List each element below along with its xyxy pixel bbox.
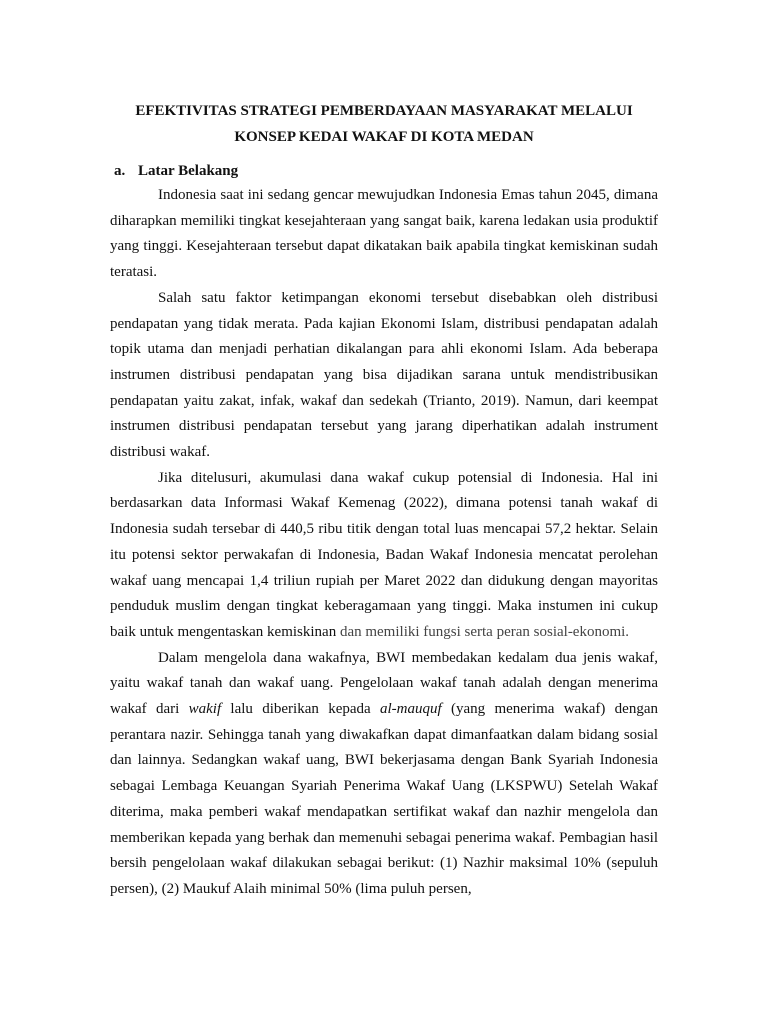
paragraph-3-main: Jika ditelusuri, akumulasi dana wakaf cukup potensial di Indonesia. Hal ini berdasarkan data Informasi Wakaf Kemenag (2022), dimana potensi tanah wakaf di Indonesia sudah tersebar di 440,5 ribu titik dengan total luas mencapai 57,2 hektar. Selain itu potensi sektor perwakafan di Indonesia, Badan Wakaf Indonesia mencatat perolehan wakaf uang mencapai 1,4 triliun rupiah per Maret 2022 dan didukung dengan mayoritas penduduk muslim dengan tingkat keberagamaan yang tinggi. Maka instumen ini cukup baik untuk mengentaskan kemiskinan	[110, 469, 658, 640]
document-title	[110, 98, 658, 150]
section-marker: a.	[114, 163, 126, 179]
section-heading	[114, 159, 658, 183]
paragraph-1: Indonesia saat ini sedang gencar mewujudkan Indonesia Emas tahun 2045, dimana diharapkan memiliki tingkat kesejahteraan yang sangat baik, karena ledakan usia produktif yang tinggi. Kesejahteraan tersebut dapat dikatakan baik apabila tingkat kemiskinan sudah teratasi.	[110, 187, 658, 281]
section-title: Latar Belakang	[138, 163, 239, 179]
paragraph-4-part-a: Dalam mengelola dana wakafnya, BWI membedakan kedalam dua jenis wakaf, yaitu wakaf tanah dan wakaf uang. Pengelolaan wakaf tanah adalah dengan menerima wakaf dari	[110, 649, 658, 718]
term-al-mauquf: al-mauquf	[379, 701, 442, 718]
paragraph-3	[110, 466, 658, 646]
paragraph-4-part-b: lalu diberikan kepada	[221, 701, 380, 718]
paragraph-4	[110, 646, 658, 903]
term-wakif: wakif	[188, 701, 222, 718]
paragraph-4-part-c: (yang menerima wakaf) dengan perantara nazir. Sehingga tanah yang diwakafkan dapat dimanfaatkan dalam bidang sosial dan lainnya. Sedangkan wakaf uang, BWI bekerjasama dengan Bank Syariah Indonesia sebagai Lembaga Keuangan Syariah Penerima Wakaf Uang (LKSPWU) Setelah Wakaf diterima, maka pemberi wakaf mendapatkan sertifikat wakaf dan nazhir mengelola dan memberikan kepada yang berhak dan memenuhi sebagai penerima wakaf. Pembagian hasil bersih pengelolaan wakaf dilakukan sebagai berikut: (1) Nazhir maksimal 10% (sepuluh persen), (2) Maukuf Alaih minimal 50% (lima puluh persen,	[110, 701, 658, 897]
title-line-2: KONSEP KEDAI WAKAF DI KOTA MEDAN	[234, 129, 534, 145]
paragraph-3-tail: dan memiliki fungsi serta peran sosial-ekonomi.	[336, 623, 630, 640]
title-line-1: EFEKTIVITAS STRATEGI PEMBERDAYAAN MASYARAKAT MELALUI	[135, 103, 633, 119]
paragraph-2: Salah satu faktor ketimpangan ekonomi tersebut disebabkan oleh distribusi pendapatan yang tidak merata. Pada kajian Ekonomi Islam, distribusi pendapatan adalah topik utama dan menjadi perhatian dikalangan para ahli ekonomi Islam. Ada beberapa instrumen distribusi pendapatan yang bisa dijadikan sarana untuk mendistribusikan pendapatan yaitu zakat, infak, wakaf dan sedekah (Trianto, 2019). Namun, dari keempat instrumen distribusi pendapatan tersebut yang jarang diperhatikan adalah instrument distribusi wakaf.	[110, 289, 658, 461]
